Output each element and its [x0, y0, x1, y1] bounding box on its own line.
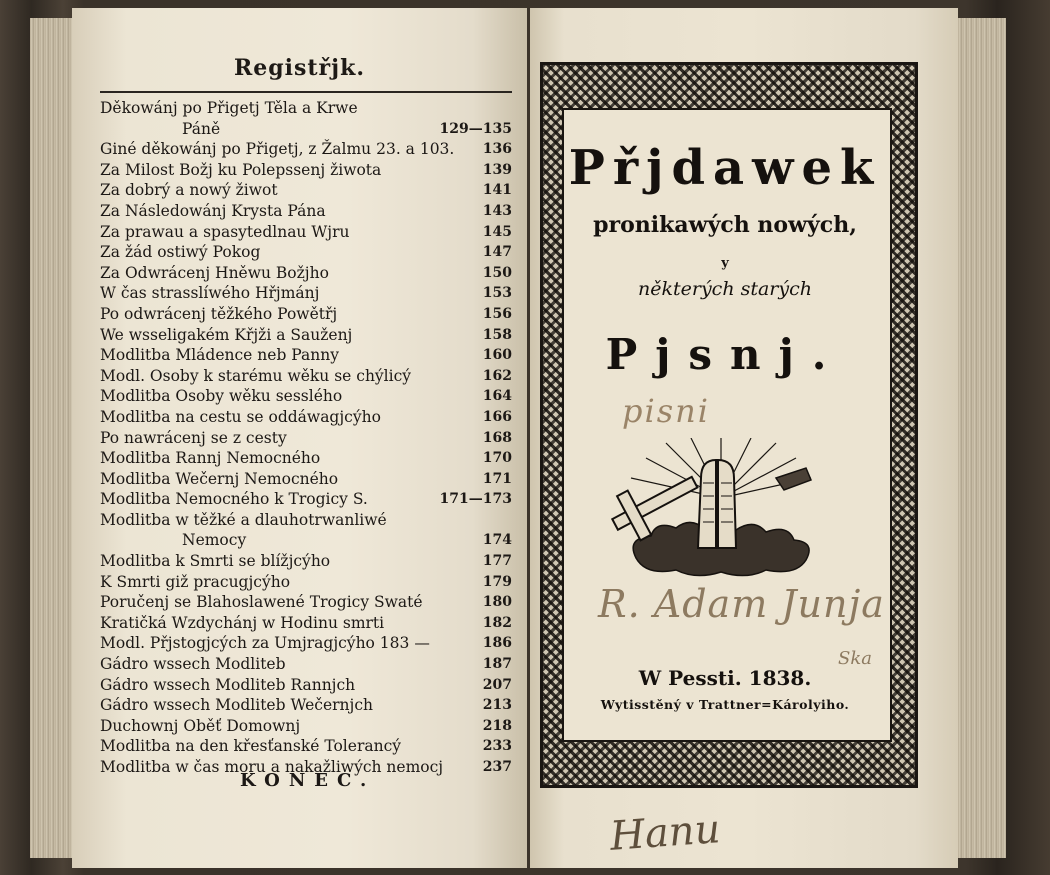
- register-entry: [100, 654, 512, 675]
- entry-page-number: 177: [482, 553, 512, 570]
- title-rule: [100, 91, 512, 93]
- entry-title: Nemocy: [182, 531, 247, 550]
- register-entry: [100, 633, 512, 654]
- handwritten-note-bottom: Hanu: [608, 806, 722, 860]
- entry-title: Modlitba na den křesťanské Tolerancý: [100, 737, 402, 756]
- entry-title: W čas strasslíwého Hřjmánj: [100, 284, 320, 303]
- entry-page-number: 170: [482, 450, 512, 467]
- register-entry: [100, 530, 512, 551]
- register-entry: [100, 736, 512, 757]
- left-page-edges: [30, 18, 72, 858]
- entry-page-number: 171—173: [439, 491, 512, 508]
- entry-page-number: 213: [482, 697, 512, 714]
- register-entry: [100, 325, 512, 346]
- register-entry: [100, 283, 512, 304]
- entry-page-number: 160: [482, 347, 512, 364]
- entry-page-number: 171: [482, 470, 512, 487]
- entry-page-number: 237: [482, 759, 512, 775]
- entry-title: Modl. Přjstogjcých za Umjragjcýho 183 —: [100, 634, 430, 653]
- register-entry: [100, 366, 512, 387]
- entry-title: Modlitba w čas moru a nakažliwých nemocj: [100, 758, 444, 776]
- entry-page-number: 136: [482, 141, 512, 158]
- end-word: KONEC.: [240, 770, 376, 791]
- entry-title: Páně: [182, 119, 221, 138]
- register-entry: [100, 489, 512, 510]
- entry-title: Duchownj Oběť Domownj: [100, 716, 301, 735]
- entry-title: Giné děkowánj po Přigetj, z Žalmu 23. a 103.: [100, 140, 455, 159]
- entry-page-number: 166: [482, 408, 512, 425]
- register-entry: [100, 407, 512, 428]
- entry-page-number: 164: [482, 388, 512, 405]
- entry-title: Za prawau a spasytedlnau Wjru: [100, 222, 350, 241]
- register-entry: [100, 201, 512, 222]
- register-entry: [100, 675, 512, 696]
- place-year: W Pessti. 1838.: [638, 666, 812, 690]
- register-entry: [100, 304, 512, 325]
- entry-title: Kratičká Wzdychánj w Hodinu smrti: [100, 613, 385, 632]
- entry-title: Za Následowánj Krysta Pána: [100, 201, 326, 220]
- entry-page-number: 186: [482, 635, 512, 652]
- title-conjunction: y: [721, 256, 729, 271]
- register-entry: [100, 139, 512, 160]
- entry-page-number: 139: [482, 161, 512, 178]
- tablets-cross-vignette-icon: [606, 438, 836, 580]
- register-entry: [100, 510, 512, 531]
- register-entry: [100, 613, 512, 634]
- printer-line: Wytisstěný v Trattner=Károlyiho.: [600, 697, 850, 712]
- register-entry: [100, 98, 512, 119]
- entry-title: We wsseligakém Křjži a Sauženj: [100, 325, 353, 344]
- entry-page-number: 158: [482, 326, 512, 343]
- register-entry: [100, 448, 512, 469]
- entry-page-number: 143: [482, 202, 512, 219]
- entry-page-number: 187: [482, 656, 512, 673]
- entry-title: Modlitba Nemocného k Trogicy S.: [100, 490, 368, 509]
- register-entry: [100, 160, 512, 181]
- title-songs: Pjsnj.: [605, 330, 845, 379]
- entry-title: Modlitba Osoby wěku sesslého: [100, 387, 343, 406]
- entry-title: Děkowánj po Přigetj Těla a Krwe: [100, 99, 358, 117]
- title-main: Přjdawek: [568, 140, 882, 196]
- entry-page-number: 150: [482, 264, 512, 281]
- register-entry: [100, 263, 512, 284]
- entry-title: Po odwrácenj těžkého Powětřj: [100, 304, 338, 323]
- title-panel: [562, 108, 892, 742]
- entry-page-number: 153: [482, 285, 512, 302]
- register-entry: [100, 222, 512, 243]
- entry-title: Za Odwrácenj Hněwu Božjho: [100, 263, 329, 282]
- entry-page-number: 162: [482, 367, 512, 384]
- register-title: Registřjk.: [233, 55, 366, 81]
- entry-title: Modlitba w těžké a dlauhotrwanliwé: [100, 510, 387, 529]
- register-entries: [100, 98, 512, 778]
- register-entry: [100, 345, 512, 366]
- entry-page-number: 168: [482, 429, 512, 446]
- entry-page-number: 218: [482, 717, 512, 734]
- handwritten-note-top: pisni: [622, 392, 710, 430]
- register-entry: [100, 119, 512, 140]
- entry-title: Gádro wssech Modliteb Wečernjch: [100, 696, 373, 715]
- entry-title: Modl. Osoby k starému wěku se chýlicý: [100, 366, 412, 385]
- entry-page-number: 182: [482, 614, 512, 631]
- register-entry: [100, 592, 512, 613]
- title-some-old: některých starých: [637, 278, 812, 300]
- entry-title: Modlitba na cestu se oddáwagjcýho: [100, 407, 381, 426]
- entry-page-number: 179: [482, 573, 512, 590]
- entry-page-number: 174: [482, 532, 512, 549]
- handwritten-suffix: Ska: [838, 648, 872, 669]
- entry-page-number: 141: [482, 182, 512, 199]
- entry-title: Za Milost Božj ku Polepssenj žiwota: [100, 160, 382, 179]
- entry-title: Modlitba Rannj Nemocného: [100, 449, 321, 468]
- entry-title: Za dobrý a nowý žiwot: [100, 181, 278, 200]
- entry-title: Gádro wssech Modliteb: [100, 655, 286, 674]
- register-entry: [100, 180, 512, 201]
- entry-title: Po nawrácenj se z cesty: [100, 428, 287, 447]
- right-page-edges: [958, 18, 1006, 858]
- register-entry: [100, 551, 512, 572]
- register-entry: [100, 386, 512, 407]
- entry-title: Gádro wssech Modliteb Rannjch: [100, 675, 356, 694]
- register-entry: [100, 716, 512, 737]
- entry-title: Modlitba Wečernj Nemocného: [100, 469, 339, 488]
- entry-title: Poručenj se Blahoslawené Trogicy Swaté: [100, 593, 423, 612]
- entry-title: Za žád ostiwý Pokog: [100, 243, 261, 262]
- entry-page-number: 129—135: [439, 120, 512, 137]
- title-subtitle: pronikawých nowých,: [593, 212, 857, 238]
- handwritten-owner-name: R. Adam Junja: [598, 582, 885, 626]
- entry-page-number: 233: [482, 738, 512, 755]
- entry-page-number: 147: [482, 244, 512, 261]
- register-entry: [100, 572, 512, 593]
- entry-page-number: 145: [482, 223, 512, 240]
- entry-title: Modlitba Mládence neb Panny: [100, 346, 339, 365]
- entry-page-number: 156: [482, 305, 512, 322]
- register-entry: [100, 428, 512, 449]
- entry-title: Modlitba k Smrti se blížjcýho: [100, 552, 331, 571]
- entry-page-number: 180: [482, 594, 512, 611]
- register-entry: [100, 695, 512, 716]
- register-entry: [100, 469, 512, 490]
- entry-title: K Smrti giž pracugjcýho: [100, 572, 291, 591]
- entry-page-number: 207: [482, 676, 512, 693]
- register-entry: [100, 242, 512, 263]
